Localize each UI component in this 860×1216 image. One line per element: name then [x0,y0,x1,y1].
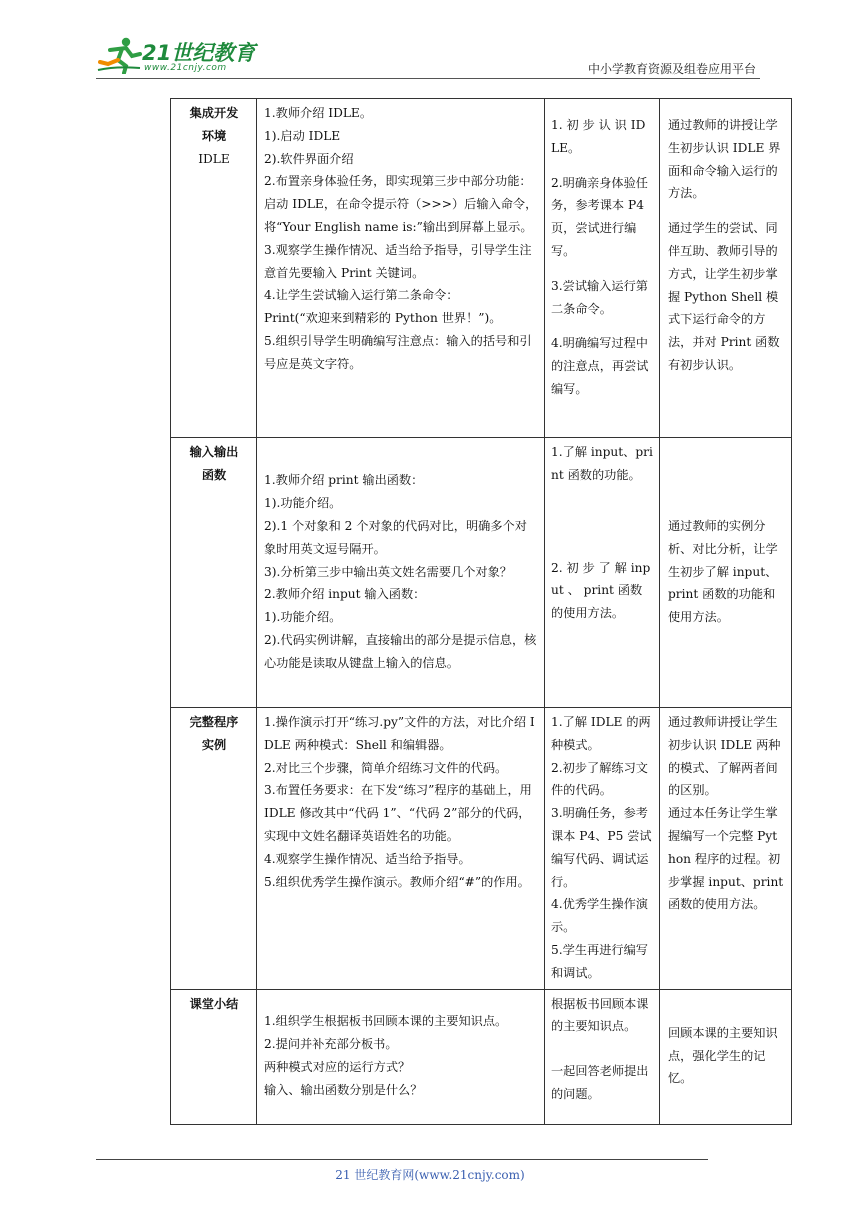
teacher-step: 1).启动 IDLE [264,128,341,143]
teacher-step: 5.组织引导学生明确编写注意点：输入的括号和引号应是英文字符。 [264,333,532,371]
student-activity-cell [545,99,660,438]
stage-label: 函数 [201,467,227,482]
teacher-step: 4.观察学生操作情况、适当给予指导。 [264,851,471,866]
teacher-activity-cell [257,438,545,708]
stage-cell [171,989,257,1124]
student-step: 5.学生再进行编写和调试。 [551,942,648,980]
stage-label: IDLE [198,151,230,166]
student-step: 根据板书回顾本课的主要知识点。 [551,996,649,1034]
table-row [171,99,792,438]
student-activity-cell [545,708,660,990]
teacher-activity-cell [257,989,545,1124]
logo-text: 21世纪教育 [142,41,256,65]
design-intent-cell [660,99,792,438]
footer-link[interactable]: 21 世纪教育网(www.21cnjy.com) [335,1168,525,1182]
intent-text: 通过教师的实例分析、对比分析，让学生初步了解 input、print 函数的功能和使用方法。 [668,519,778,625]
design-intent-cell [660,708,792,990]
site-logo[interactable] [96,30,276,78]
runner-logo-icon [96,36,142,74]
design-intent-cell [660,438,792,708]
teacher-activity-cell [257,99,545,438]
teacher-step: 3.观察学生操作情况、适当给予指导，引导学生注意首先要输入 Print 关键词。 [264,242,532,280]
teacher-step: 2.教师介绍 input 输入函数： [264,587,426,602]
teacher-step: Print(“欢迎来到精彩的 Python 世界！”)。 [264,311,502,326]
teacher-step: 1.组织学生根据板书回顾本课的主要知识点。 [264,1014,508,1029]
student-step: 4.明确编写过程中的注意点，再尝试编写。 [551,336,649,396]
teacher-step: 4.让学生尝试输入运行第二条命令： [264,288,459,303]
teacher-step: 两种模式对应的运行方式？ [264,1060,411,1075]
student-step: 2.初步了解练习文件的代码。 [551,760,648,798]
stage-cell [171,438,257,708]
table-row [171,989,792,1124]
platform-name: 中小学教育资源及组卷应用平台 [587,62,756,76]
teacher-step: 启动 IDLE，在命令提示符（>>>）后输入命令，将“Your English name is:”输出到屏幕上显示。 [264,197,538,234]
table-row [171,708,792,990]
stage-label: 输入输出 [189,445,239,459]
intent-text: 通过本任务让学生掌握编写一个完整 Python 程序的过程。初步掌握 input、print 函数的使用方法。 [668,806,784,912]
student-step: 3.明确任务，参考课本 P4、P5 尝试编写代码、调试运行。 [551,806,652,889]
stage-label: 课堂小结 [189,996,239,1011]
teacher-step: 1).功能介绍。 [264,496,342,511]
student-activity-cell [545,438,660,708]
student-step: 2.明确亲身体验任务，参考课本 P4 页，尝试进行编写。 [551,175,648,258]
teacher-step: 1.操作演示打开“练习.py”文件的方法，对比介绍 IDLE 两种模式：Shell 和编辑器。 [264,715,535,752]
logo-url: www.21cnjy.com [144,63,227,73]
design-intent-cell [660,989,792,1124]
footer-divider [96,1159,708,1160]
teacher-step: 1.教师介绍 IDLE。 [264,106,373,120]
intent-text: 通过教师的讲授让学生初步认识 IDLE 界面和命令输入运行的方法。 [668,118,781,201]
teacher-step: 5.组织优秀学生操作演示。教师介绍“#”的作用。 [264,874,530,889]
teacher-activity-cell [257,708,545,990]
student-step: 一起回答老师提出的问题。 [551,1064,649,1101]
teacher-step: 1.教师介绍 print 输出函数： [264,473,424,488]
student-step: 1. 初 步 认 识 IDLE。 [551,118,646,155]
table-row [171,438,792,708]
teacher-step: 2).1 个对象和 2 个对象的代码对比，明确多个对象时用英文逗号隔开。 [264,519,527,556]
teacher-step: 3.布置任务要求：在下发“练习”程序的基础上，用 IDLE 修改其中“代码 1”、“代码 2”部分的代码，实现中文姓名翻译英语姓名的功能。 [264,783,532,843]
teacher-step: 2.对比三个步骤，简单介绍练习文件的代码。 [264,760,508,775]
stage-cell [171,708,257,990]
intent-text: 通过学生的尝试、同伴互助、教师引导的方式，让学生初步掌握 Python Shell 模式下运行命令的方法，并对 Print 函数有初步认识。 [668,221,780,372]
teacher-step: 2.提问并补充部分板书。 [264,1037,398,1052]
stage-label: 完整程序 [189,715,239,729]
teacher-step: 3).分析第三步中输出英文姓名需要几个对象？ [264,564,512,579]
teacher-step: 输入、输出函数分别是什么？ [264,1082,423,1097]
stage-label: 实例 [201,737,227,752]
header-divider [96,78,760,79]
lesson-plan-table [170,98,792,1125]
student-step: 4.优秀学生操作演示。 [551,897,648,935]
intent-text: 回顾本课的主要知识点，强化学生的记忆。 [668,1025,778,1086]
teacher-step: 2.布置亲身体验任务，即实现第三步中部分功能： [264,174,532,189]
teacher-step: 2).软件界面介绍 [264,151,354,166]
stage-cell [171,99,257,438]
teacher-step: 1).功能介绍。 [264,610,342,625]
stage-label: 环境 [201,128,227,143]
student-step: 1.了解 input、print 函数的功能。 [551,445,653,482]
student-activity-cell [545,989,660,1124]
student-step: 1.了解 IDLE 的两种模式。 [551,715,651,752]
intent-text: 通过教师讲授让学生初步认识 IDLE 两种的模式、了解两者间的区别。 [668,715,781,798]
stage-label: 集成开发 [189,106,239,120]
student-step: 3.尝试输入运行第二条命令。 [551,278,648,316]
page-header [96,30,760,78]
student-step: 2. 初 步 了 解 input 、 print 函数的使用方法。 [551,560,651,621]
teacher-step: 2).代码实例讲解，直接输出的部分是提示信息，核心功能是读取从键盘上输入的信息。 [264,632,537,670]
